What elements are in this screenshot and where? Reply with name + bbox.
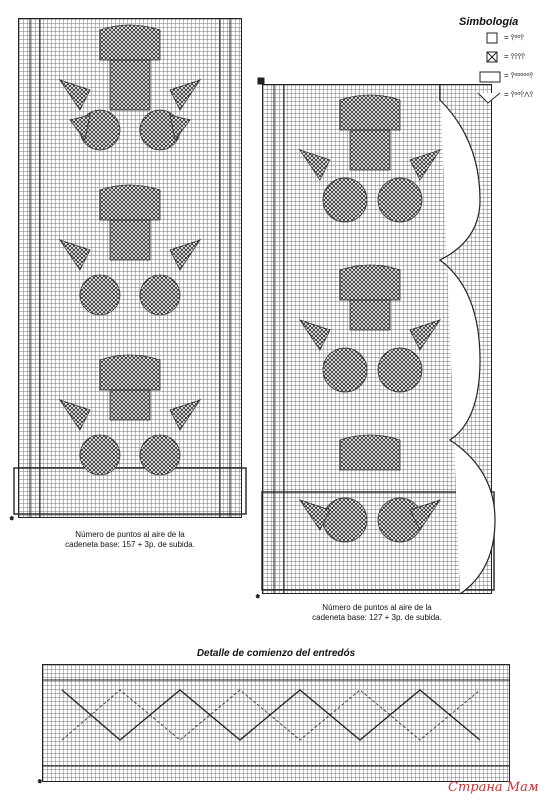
left-caption-line-1: Número de puntos al aire de la (75, 530, 185, 539)
legend-item-label: = ⫯ᵒᵒᵒᵒᵒ⫯ (504, 71, 533, 80)
right-caption (262, 603, 492, 623)
right-scallop-edge (440, 84, 495, 594)
right-rose-motifs (300, 95, 440, 542)
legend-symbols (478, 33, 500, 103)
legend-item-label: = ⫯ᵒᵒ⫯⋀⫯ (504, 90, 534, 99)
right-asterisk-marker: * (256, 593, 260, 603)
detail-pattern (42, 680, 510, 766)
right-caption-line-2: cadeneta base: 127 + 3p. de subida. (312, 613, 442, 622)
right-rose-2 (300, 265, 440, 392)
left-caption-line-2: cadeneta base: 157 + 3p. de subida. (65, 540, 195, 549)
left-rose-motifs (60, 25, 200, 475)
legend-item-open-mesh (504, 30, 552, 46)
legend-list (504, 30, 552, 103)
legend-item-label: = ⫯⫯⫯⫯ (504, 52, 525, 61)
legend-item-v-stitch (504, 87, 552, 103)
filled-mesh-icon (487, 52, 497, 62)
v-stitch-icon (478, 93, 500, 103)
legend-title: Simbología (459, 16, 519, 28)
left-asterisk-marker: * (10, 515, 14, 525)
right-rose-3 (300, 435, 440, 542)
right-rose-1 (300, 95, 440, 222)
left-caption (18, 530, 242, 550)
open-mesh-icon (487, 33, 497, 43)
watermark: Страна Мам (448, 780, 539, 795)
legend-item-label: = ⫯ᵒᵒ⫯ (504, 33, 524, 42)
legend-item-wide-mesh (504, 68, 552, 84)
start-square-marker (258, 78, 264, 84)
start-markers (10, 78, 264, 788)
left-rose-1 (60, 25, 200, 150)
left-rose-3 (60, 355, 200, 475)
right-caption-line-1: Número de puntos al aire de la (322, 603, 432, 612)
detail-title: Detalle de comienzo del entredós (196, 648, 356, 659)
legend-item-filled-mesh (504, 49, 552, 65)
wide-mesh-icon (480, 72, 500, 82)
detail-asterisk-marker: * (38, 778, 42, 788)
left-rose-2 (60, 185, 200, 315)
